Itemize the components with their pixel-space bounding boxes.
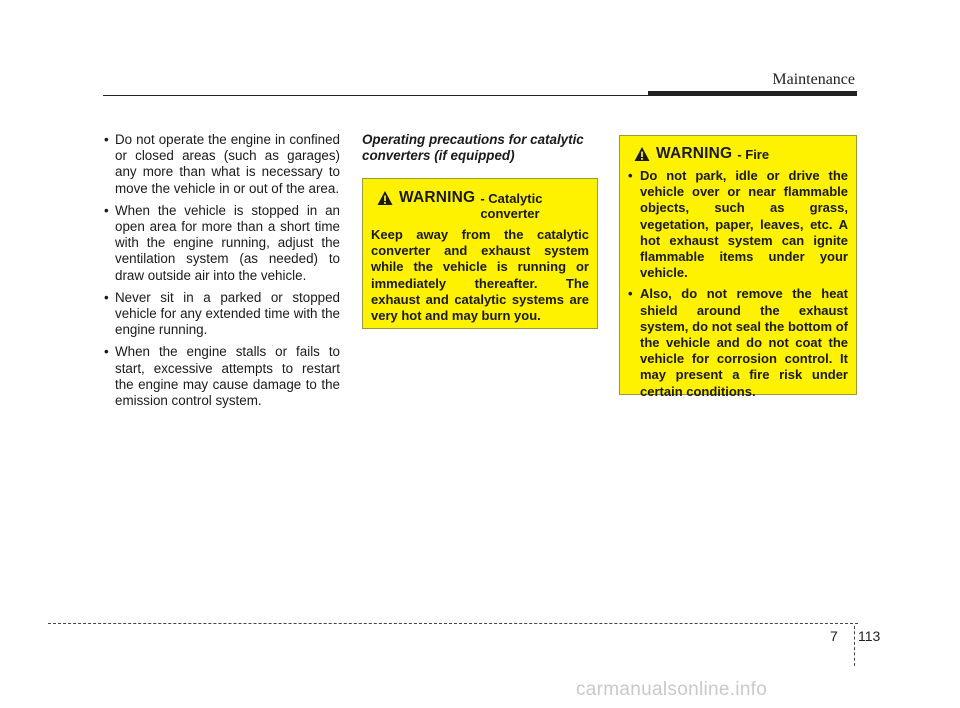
warning-triangle-icon [377, 190, 393, 206]
list-item: • Do not operate the engine in confined or closed areas (such as garages) any more than what is necessary to move the vehicle in or out of the area. [104, 132, 340, 197]
header-rule-accent [648, 91, 857, 96]
warning-topic: - Catalytic converter [480, 191, 543, 221]
catalytic-precautions-heading: Operating precautions for catalytic converters (if equipped) [362, 132, 584, 164]
list-item: • When the vehicle is stopped in an open area for more than a short time with the engine running, adjust the ventilation system (as needed) to draw outside air into the vehicle. [104, 203, 340, 284]
warning-triangle-icon [634, 146, 650, 162]
header-rule [103, 95, 648, 96]
page-number: 113 [858, 628, 881, 644]
footer-divider [48, 623, 858, 624]
warning-label: WARNING [399, 189, 476, 206]
warning-topic: - Fire [737, 147, 770, 162]
warning-box-fire [619, 135, 857, 399]
left-column [104, 132, 340, 415]
list-item: • When the engine stalls or fails to start, excessive attempts to restart the engine may cause damage to the emission control system. [104, 344, 340, 409]
warning-body: Keep away from the catalytic converter and exhaust system while the vehicle is running or immediately thereafter. The exhaust and catalytic systems are very hot and may burn you. [371, 227, 589, 324]
list-item: • Do not park, idle or drive the vehicle over or near flammable objects, such as grass, vegetation, paper, leaves, etc. A hot exhaust system can ignite flammable items under your vehicle. [628, 168, 848, 281]
warning-box-catalytic [362, 178, 598, 329]
section-title: Maintenance [772, 71, 855, 88]
warning-label: WARNING [656, 145, 733, 162]
list-item: • Never sit in a parked or stopped vehicle for any extended time with the engine running. [104, 290, 340, 339]
watermark: carmanualsonline.info [576, 679, 768, 700]
warning-list [628, 168, 848, 400]
list-item: • Also, do not remove the heat shield around the exhaust system, do not seal the bottom of the vehicle and do not coat the vehicle for corrosion control. It may present a fire risk under certain conditions. [628, 286, 848, 399]
chapter-number: 7 [830, 628, 838, 644]
page-number-divider [854, 626, 855, 666]
